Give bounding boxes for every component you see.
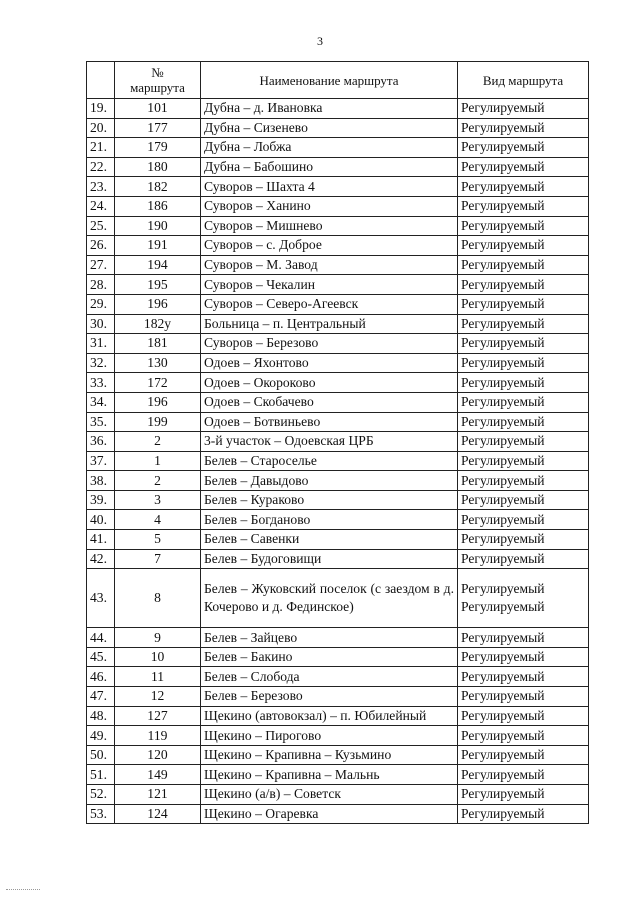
header-route-name: Наименование маршрута	[201, 62, 458, 99]
row-index: 22.	[87, 157, 115, 177]
route-number: 194	[115, 255, 201, 275]
route-number: 199	[115, 412, 201, 432]
route-name: Белев – Будоговищи	[201, 549, 458, 569]
header-route-number: № маршрута	[115, 62, 201, 99]
route-name: Больница – п. Центральный	[201, 314, 458, 334]
route-number: 8	[115, 569, 201, 628]
route-number: 124	[115, 804, 201, 824]
route-name: Щекино – Крапивна – Мальнь	[201, 765, 458, 785]
table-row	[87, 412, 589, 432]
table-row	[87, 334, 589, 354]
table-row	[87, 177, 589, 197]
table-row	[87, 490, 589, 510]
route-type: Регулируемый	[458, 99, 589, 119]
route-type: Регулируемый	[458, 334, 589, 354]
route-number: 9	[115, 628, 201, 648]
route-number: 120	[115, 745, 201, 765]
row-index: 24.	[87, 196, 115, 216]
row-index: 52.	[87, 785, 115, 805]
route-number: 127	[115, 706, 201, 726]
route-name: Щекино – Крапивна – Кузьмино	[201, 745, 458, 765]
route-type-line: Регулируемый	[461, 581, 545, 597]
route-type: Регулируемый	[458, 530, 589, 550]
route-name: Щекино – Пирогово	[201, 726, 458, 746]
row-index: 37.	[87, 451, 115, 471]
table-row	[87, 530, 589, 550]
row-index: 40.	[87, 510, 115, 530]
route-number: 186	[115, 196, 201, 216]
route-number: 4	[115, 510, 201, 530]
route-number: 2	[115, 471, 201, 491]
route-name: Дубна – Сизенево	[201, 118, 458, 138]
route-name: Суворов – Ханино	[201, 196, 458, 216]
row-index: 20.	[87, 118, 115, 138]
route-number: 180	[115, 157, 201, 177]
row-index: 51.	[87, 765, 115, 785]
route-name: 3-й участок – Одоевская ЦРБ	[201, 432, 458, 452]
route-number: 121	[115, 785, 201, 805]
route-type: Регулируемый	[458, 138, 589, 158]
route-name: Суворов – с. Доброе	[201, 236, 458, 256]
route-type: Регулируемый	[458, 647, 589, 667]
route-number: 149	[115, 765, 201, 785]
table-row	[87, 275, 589, 295]
row-index: 38.	[87, 471, 115, 491]
route-type: Регулируемый	[458, 804, 589, 824]
table-row	[87, 785, 589, 805]
route-type: Регулируемый	[458, 432, 589, 452]
route-name: Дубна – д. Ивановка	[201, 99, 458, 119]
row-index: 49.	[87, 726, 115, 746]
routes-table-body	[87, 99, 589, 824]
row-index: 29.	[87, 294, 115, 314]
route-number: 7	[115, 549, 201, 569]
route-name: Одоев – Яхонтово	[201, 353, 458, 373]
row-index: 43.	[87, 569, 115, 628]
route-type: Регулируемый	[458, 275, 589, 295]
route-name: Белев – Савенки	[201, 530, 458, 550]
table-row	[87, 804, 589, 824]
row-index: 19.	[87, 99, 115, 119]
route-number: 196	[115, 392, 201, 412]
route-type: Регулируемый	[458, 373, 589, 393]
table-row	[87, 392, 589, 412]
route-type: Регулируемый	[458, 687, 589, 707]
route-type: Регулируемый	[458, 490, 589, 510]
row-index: 34.	[87, 392, 115, 412]
route-type: Регулируемый	[458, 236, 589, 256]
route-number: 195	[115, 275, 201, 295]
route-name: Белев – Кураково	[201, 490, 458, 510]
route-name: Щекино – Огаревка	[201, 804, 458, 824]
route-type	[458, 569, 589, 628]
route-name: Суворов – Березово	[201, 334, 458, 354]
route-type-line: Регулируемый	[461, 599, 545, 615]
scan-artifact	[6, 889, 40, 892]
row-index: 32.	[87, 353, 115, 373]
row-index: 35.	[87, 412, 115, 432]
row-index: 44.	[87, 628, 115, 648]
route-type: Регулируемый	[458, 785, 589, 805]
route-name: Белев – Слобода	[201, 667, 458, 687]
route-type: Регулируемый	[458, 392, 589, 412]
route-number: 101	[115, 99, 201, 119]
row-index: 47.	[87, 687, 115, 707]
route-number: 130	[115, 353, 201, 373]
route-type: Регулируемый	[458, 196, 589, 216]
route-name: Суворов – Мишнево	[201, 216, 458, 236]
route-name: Белев – Зайцево	[201, 628, 458, 648]
route-type: Регулируемый	[458, 216, 589, 236]
row-index: 41.	[87, 530, 115, 550]
row-index: 53.	[87, 804, 115, 824]
table-row	[87, 353, 589, 373]
route-number: 2	[115, 432, 201, 452]
route-number: 190	[115, 216, 201, 236]
table-row	[87, 294, 589, 314]
table-row	[87, 314, 589, 334]
route-type: Регулируемый	[458, 412, 589, 432]
route-type: Регулируемый	[458, 118, 589, 138]
route-name: Одоев – Окороково	[201, 373, 458, 393]
route-name: Суворов – М. Завод	[201, 255, 458, 275]
table-row	[87, 157, 589, 177]
route-number: 182	[115, 177, 201, 197]
row-index: 36.	[87, 432, 115, 452]
row-index: 31.	[87, 334, 115, 354]
table-row	[87, 255, 589, 275]
table-row	[87, 99, 589, 119]
row-index: 46.	[87, 667, 115, 687]
page-number: 3	[317, 34, 323, 48]
route-type: Регулируемый	[458, 549, 589, 569]
route-type: Регулируемый	[458, 745, 589, 765]
route-number: 191	[115, 236, 201, 256]
header-route-type: Вид маршрута	[458, 62, 589, 99]
table-row	[87, 569, 589, 628]
table-row	[87, 687, 589, 707]
route-name: Белев – Березово	[201, 687, 458, 707]
route-number: 3	[115, 490, 201, 510]
table-row	[87, 510, 589, 530]
table-row	[87, 471, 589, 491]
route-type: Регулируемый	[458, 255, 589, 275]
route-name: Белев – Давыдово	[201, 471, 458, 491]
row-index: 42.	[87, 549, 115, 569]
route-number: 12	[115, 687, 201, 707]
route-number: 119	[115, 726, 201, 746]
table-row	[87, 196, 589, 216]
table-row	[87, 647, 589, 667]
table-row	[87, 432, 589, 452]
route-name: Белев – Богданово	[201, 510, 458, 530]
route-type: Регулируемый	[458, 706, 589, 726]
route-name: Белев – Жуковский поселок (с заездом в д. Кочерово и д. Фединское)	[201, 569, 458, 628]
route-number: 172	[115, 373, 201, 393]
routes-table	[86, 61, 589, 824]
table-row	[87, 745, 589, 765]
row-index: 21.	[87, 138, 115, 158]
route-number: 1	[115, 451, 201, 471]
route-number: 182у	[115, 314, 201, 334]
row-index: 30.	[87, 314, 115, 334]
route-name: Одоев – Скобачево	[201, 392, 458, 412]
row-index: 45.	[87, 647, 115, 667]
table-row	[87, 667, 589, 687]
route-name: Суворов – Чекалин	[201, 275, 458, 295]
route-name: Дубна – Бабошино	[201, 157, 458, 177]
table-row	[87, 706, 589, 726]
route-number: 5	[115, 530, 201, 550]
route-number: 10	[115, 647, 201, 667]
table-header-row	[87, 62, 589, 99]
table-row	[87, 765, 589, 785]
table-row	[87, 138, 589, 158]
route-name: Щекино (автовокзал) – п. Юбилейный	[201, 706, 458, 726]
route-number: 196	[115, 294, 201, 314]
route-type: Регулируемый	[458, 667, 589, 687]
route-type: Регулируемый	[458, 353, 589, 373]
table-row	[87, 236, 589, 256]
route-name: Одоев – Ботвиньево	[201, 412, 458, 432]
header-index-cell	[87, 62, 115, 99]
route-name: Дубна – Лобжа	[201, 138, 458, 158]
route-type: Регулируемый	[458, 314, 589, 334]
row-index: 50.	[87, 745, 115, 765]
route-type: Регулируемый	[458, 765, 589, 785]
route-number: 177	[115, 118, 201, 138]
route-type: Регулируемый	[458, 510, 589, 530]
route-type: Регулируемый	[458, 177, 589, 197]
route-number: 179	[115, 138, 201, 158]
row-index: 23.	[87, 177, 115, 197]
row-index: 27.	[87, 255, 115, 275]
row-index: 39.	[87, 490, 115, 510]
route-type: Регулируемый	[458, 628, 589, 648]
row-index: 28.	[87, 275, 115, 295]
table-row	[87, 549, 589, 569]
table-row	[87, 451, 589, 471]
route-type: Регулируемый	[458, 157, 589, 177]
route-type: Регулируемый	[458, 451, 589, 471]
table-row	[87, 216, 589, 236]
route-type: Регулируемый	[458, 294, 589, 314]
route-name: Суворов – Северо-Агеевск	[201, 294, 458, 314]
route-type: Регулируемый	[458, 471, 589, 491]
route-name: Белев – Бакино	[201, 647, 458, 667]
row-index: 25.	[87, 216, 115, 236]
table-row	[87, 628, 589, 648]
route-type: Регулируемый	[458, 726, 589, 746]
route-name: Суворов – Шахта 4	[201, 177, 458, 197]
table-row	[87, 726, 589, 746]
route-number: 181	[115, 334, 201, 354]
route-name: Щекино (а/в) – Советск	[201, 785, 458, 805]
row-index: 48.	[87, 706, 115, 726]
row-index: 26.	[87, 236, 115, 256]
table-row	[87, 118, 589, 138]
route-name: Белев – Староселье	[201, 451, 458, 471]
table-row	[87, 373, 589, 393]
row-index: 33.	[87, 373, 115, 393]
route-number: 11	[115, 667, 201, 687]
